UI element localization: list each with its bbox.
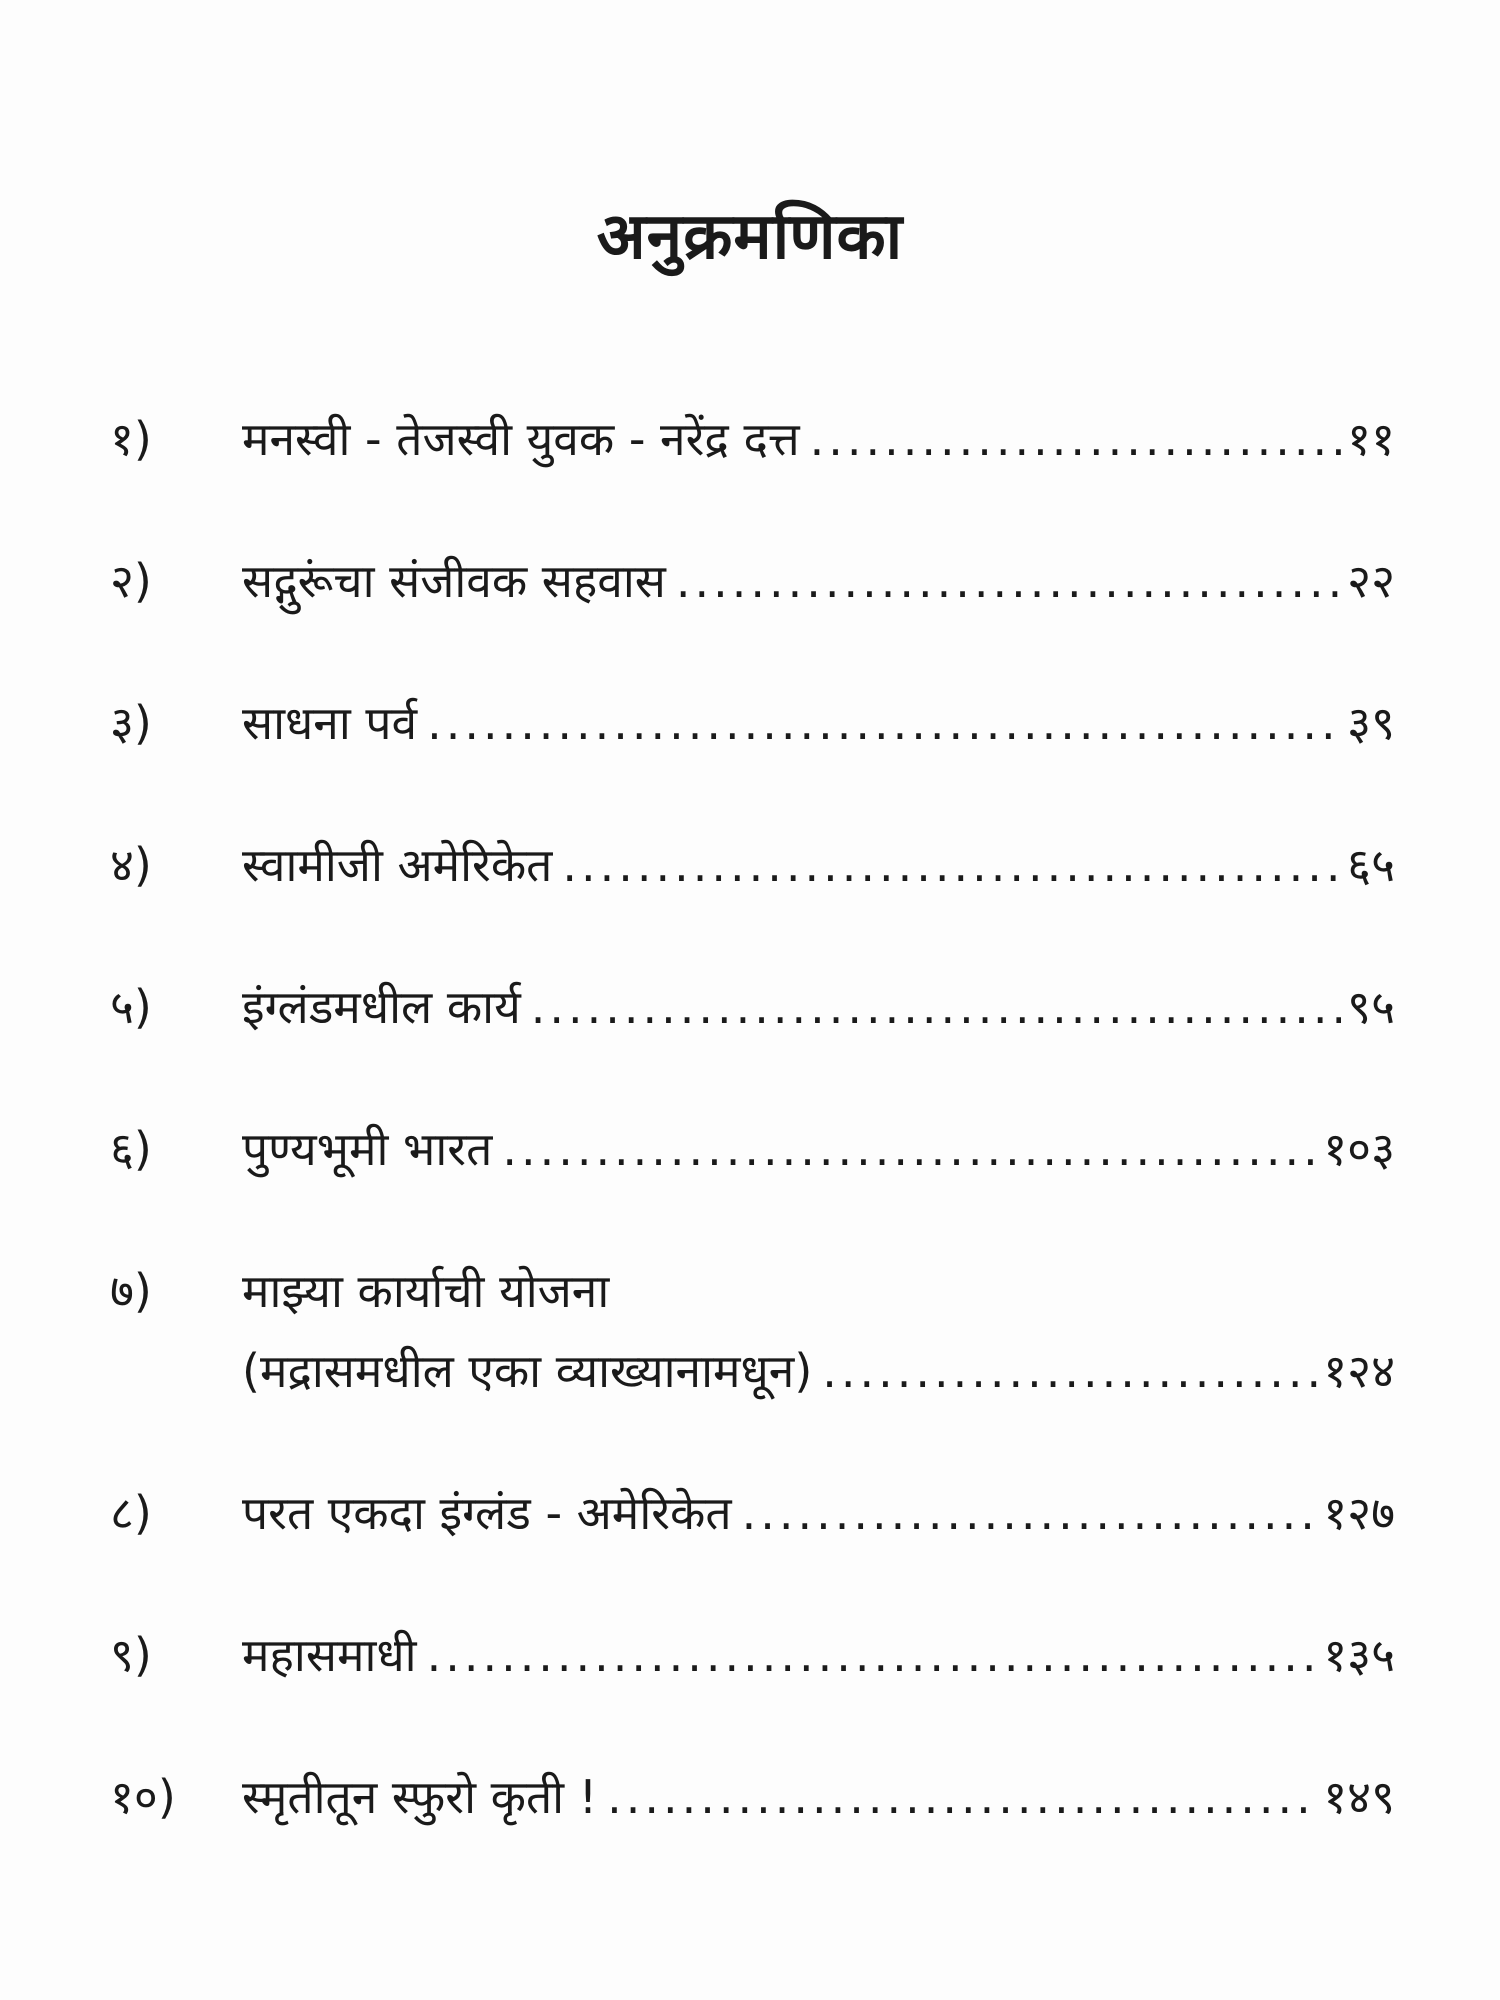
entry-number: ६) bbox=[110, 1122, 152, 1176]
entry-title: परत एकदा इंग्लंड - अमेरिकेत bbox=[242, 1486, 732, 1540]
dot-leader bbox=[562, 838, 1341, 892]
dot-leader bbox=[607, 1770, 1317, 1824]
toc-entry bbox=[110, 963, 1395, 1105]
entry-number: ७) bbox=[110, 1264, 152, 1318]
dot-leader bbox=[822, 1344, 1317, 1398]
entry-title: स्वामीजी अमेरिकेत bbox=[242, 838, 553, 892]
entry-line bbox=[242, 407, 1395, 469]
entry-line bbox=[242, 1117, 1395, 1179]
entry-page-number: १२४ bbox=[1323, 1344, 1395, 1398]
entry-title: सद्गुरूंचा संजीवक सहवास bbox=[242, 554, 666, 608]
dot-leader bbox=[502, 1122, 1317, 1176]
dot-leader bbox=[531, 980, 1341, 1034]
toc-entry bbox=[110, 1247, 1395, 1469]
entry-page-number: १०३ bbox=[1323, 1122, 1395, 1176]
toc-entry bbox=[110, 1753, 1395, 1895]
entry-line bbox=[242, 1623, 1395, 1685]
entry-title: साधना पर्व bbox=[242, 696, 418, 750]
entry-title: मनस्वी - तेजस्वी युवक - नरेंद्र दत्त bbox=[242, 412, 800, 466]
entry-page-number: १३५ bbox=[1323, 1628, 1395, 1682]
entry-page-number: २२ bbox=[1347, 554, 1395, 608]
entry-line bbox=[242, 1339, 1395, 1401]
entry-number: ५) bbox=[110, 980, 152, 1034]
dot-leader bbox=[810, 412, 1342, 466]
dot-leader bbox=[427, 696, 1341, 750]
table-of-contents bbox=[110, 395, 1395, 1895]
entry-line bbox=[242, 549, 1395, 611]
entry-title: इंग्लंडमधील कार्य bbox=[242, 980, 521, 1034]
entry-line bbox=[242, 833, 1395, 895]
entry-page-number: ११ bbox=[1347, 412, 1395, 466]
entry-line bbox=[242, 1481, 1395, 1543]
toc-entry bbox=[110, 821, 1395, 963]
entry-title: महासमाधी bbox=[242, 1628, 417, 1682]
entry-title: स्मृतीतून स्फुरो कृती ! bbox=[242, 1770, 598, 1824]
entry-title: माझ्या कार्याची योजना bbox=[242, 1264, 610, 1318]
toc-entry bbox=[110, 1469, 1395, 1611]
entry-number: ९) bbox=[110, 1628, 152, 1682]
toc-entry bbox=[110, 679, 1395, 821]
entry-number: ३) bbox=[110, 696, 152, 750]
dot-leader bbox=[676, 554, 1341, 608]
entry-line bbox=[242, 1259, 1395, 1321]
toc-entry bbox=[110, 1611, 1395, 1753]
page-title: अनुक्रमणिका bbox=[596, 200, 904, 274]
entry-subtitle: (मद्रासमधील एका व्याख्यानामधून) bbox=[242, 1344, 813, 1398]
entry-line bbox=[242, 975, 1395, 1037]
entry-page-number: ६५ bbox=[1347, 838, 1395, 892]
toc-entry bbox=[110, 1105, 1395, 1247]
entry-line bbox=[242, 691, 1395, 753]
entry-page-number: १२७ bbox=[1323, 1486, 1395, 1540]
entry-page-number: १४९ bbox=[1323, 1770, 1395, 1824]
entry-page-number: ९५ bbox=[1347, 980, 1395, 1034]
entry-title: पुण्यभूमी भारत bbox=[242, 1122, 493, 1176]
entry-number: १०) bbox=[110, 1770, 176, 1824]
entry-number: ८) bbox=[110, 1486, 152, 1540]
toc-entry bbox=[110, 395, 1395, 537]
entry-page-number: ३९ bbox=[1347, 696, 1395, 750]
dot-leader bbox=[742, 1486, 1318, 1540]
dot-leader bbox=[427, 1628, 1318, 1682]
entry-line bbox=[242, 1765, 1395, 1827]
entry-number: २) bbox=[110, 554, 152, 608]
entry-number: ४) bbox=[110, 838, 152, 892]
entry-number: १) bbox=[110, 412, 152, 466]
toc-entry bbox=[110, 537, 1395, 679]
